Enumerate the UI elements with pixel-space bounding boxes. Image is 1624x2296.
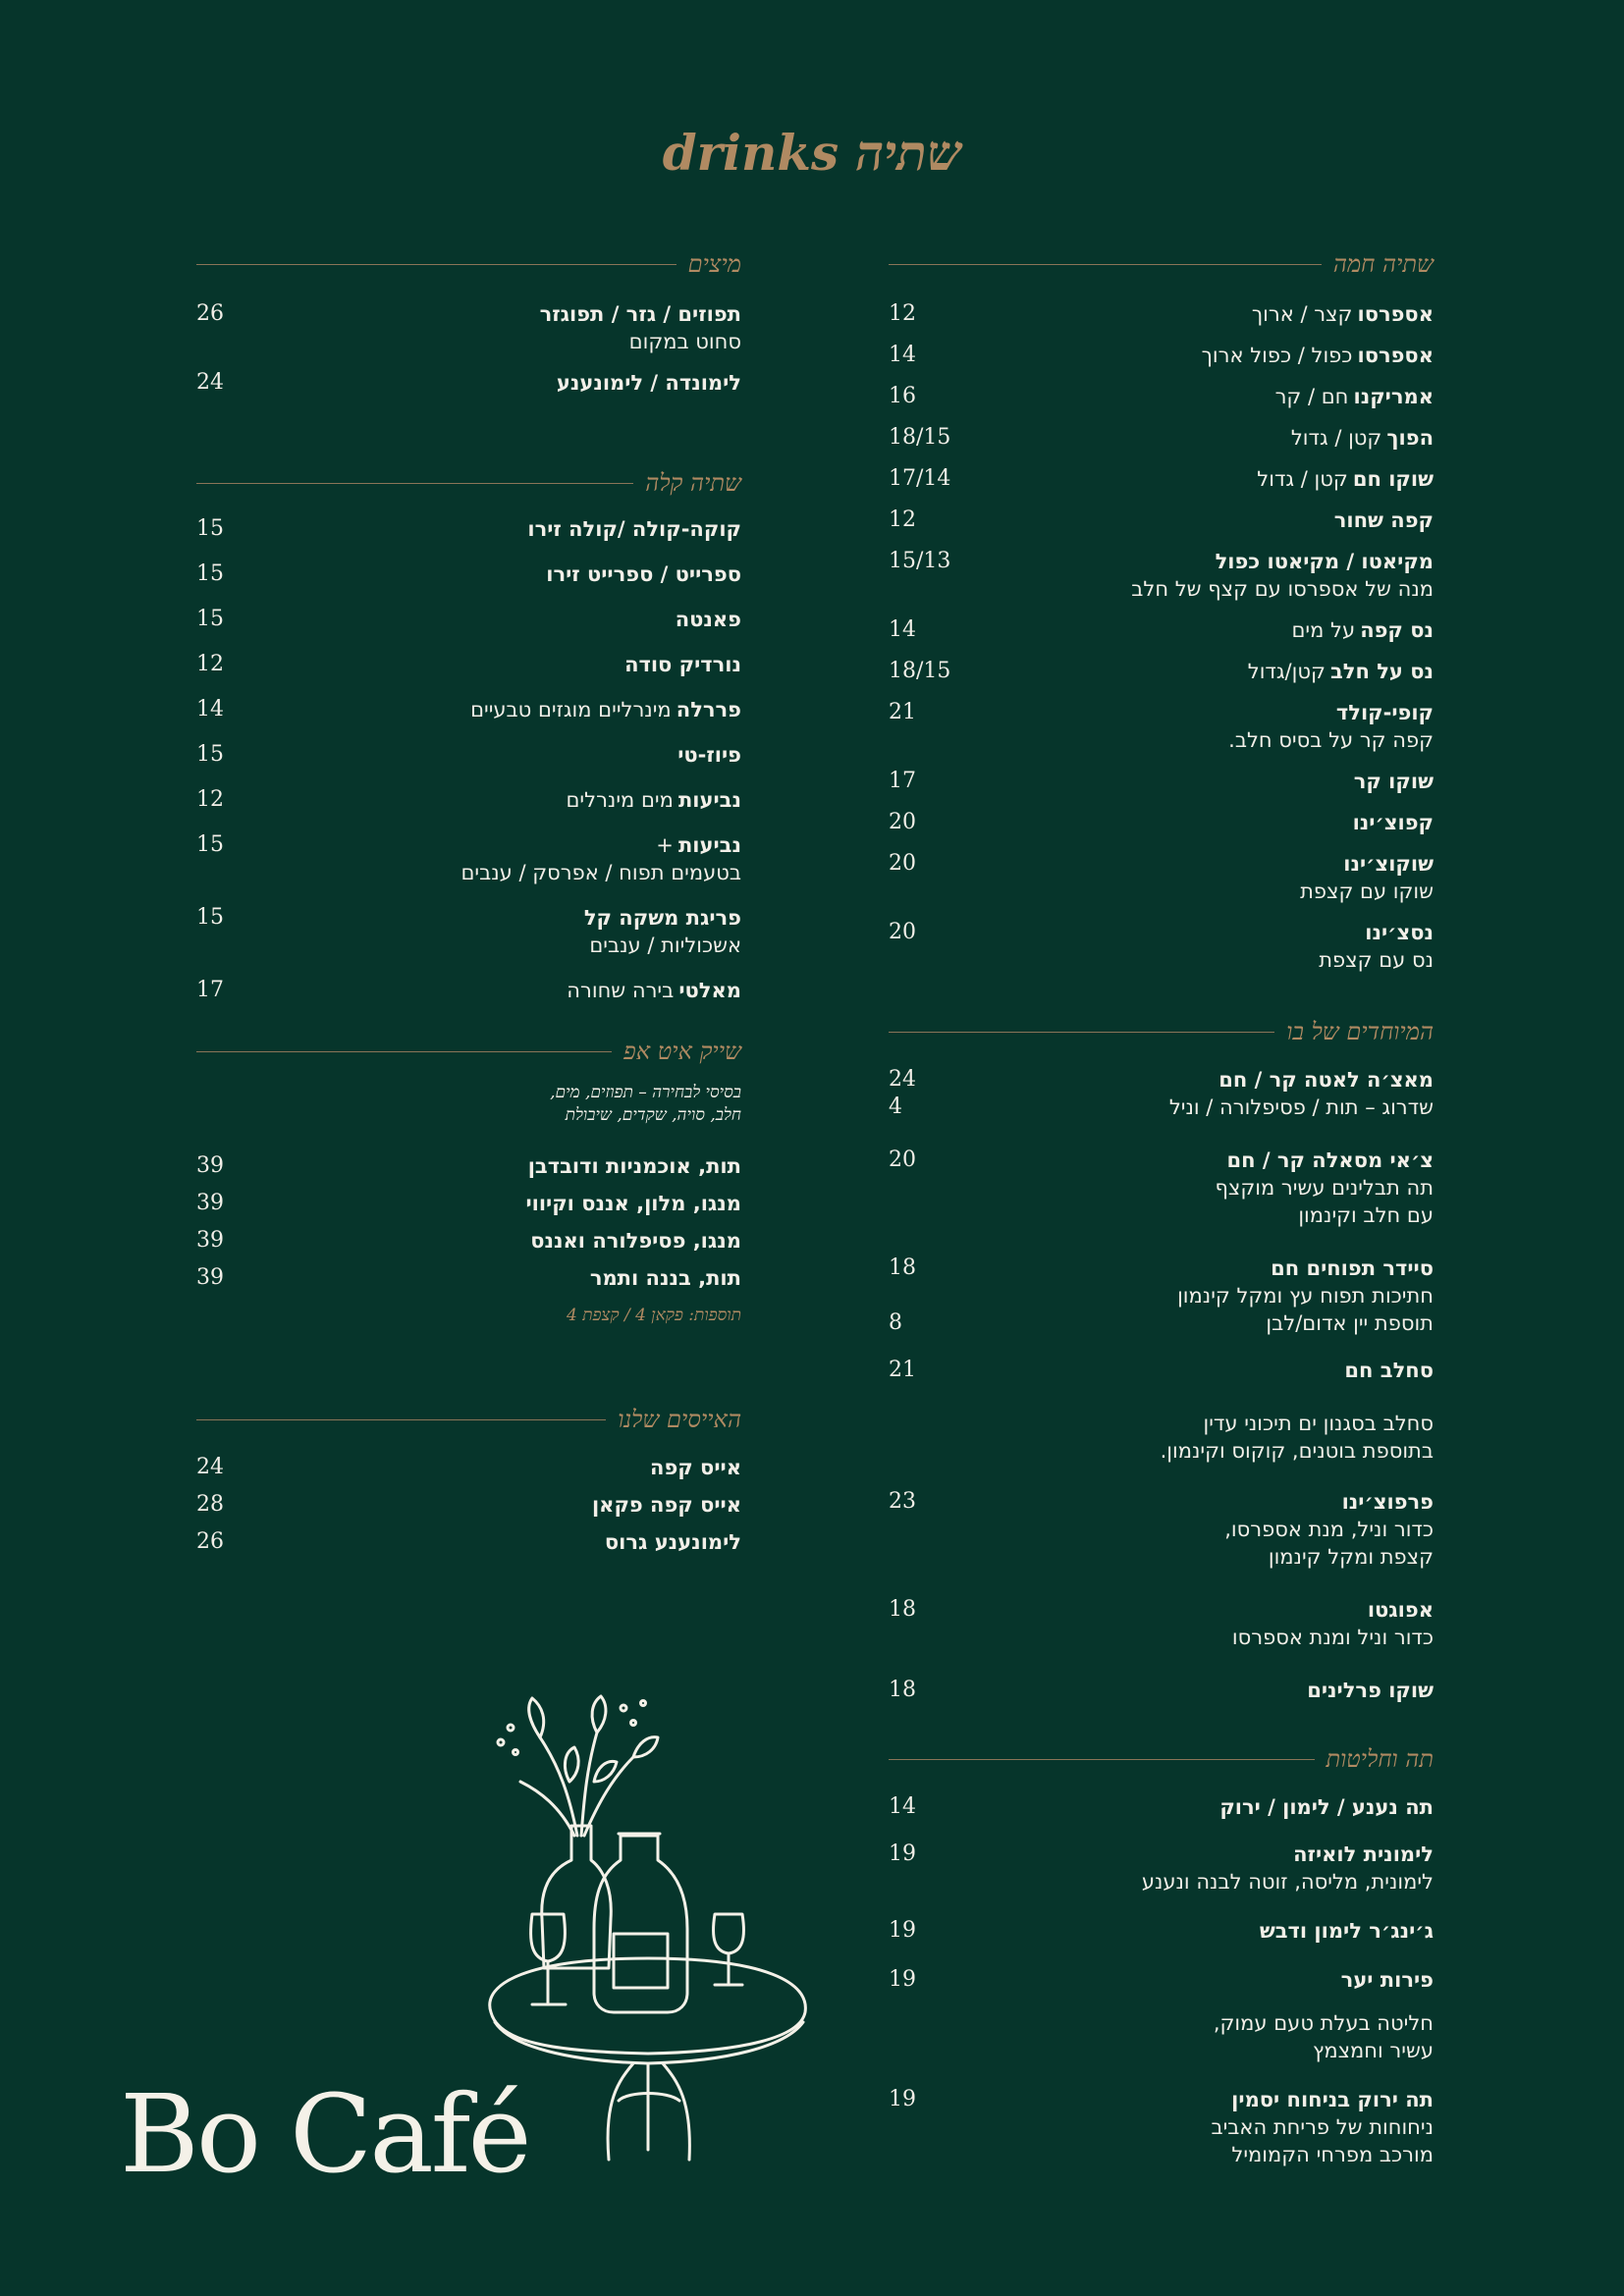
menu-item xyxy=(889,342,1434,369)
item-name: פירות יער xyxy=(1340,1968,1434,1992)
section-header-soft-drinks xyxy=(196,469,741,498)
item-price: 24 xyxy=(889,1067,916,1092)
menu-item xyxy=(196,1190,741,1217)
section-title: האייסים שלנו xyxy=(618,1406,741,1433)
item-detail: קטן / גדול xyxy=(1257,467,1348,491)
item-description-line2: עשיר וחמצמץ xyxy=(1312,2039,1434,2062)
menu-item xyxy=(889,1147,1434,1229)
item-price: 39 xyxy=(196,1191,224,1215)
item-price: 19 xyxy=(889,2087,916,2111)
section-header-iced xyxy=(196,1406,741,1434)
item-name: סיידר תפוחים חם xyxy=(1271,1256,1434,1280)
item-detail: מינרליים מוגזים טבעיים xyxy=(470,698,672,721)
item-name: תות, אוכמניות ודובדבן xyxy=(527,1154,741,1178)
item-detail: מים מינרלים xyxy=(566,788,674,812)
item-detail: קטן / גדול xyxy=(1290,426,1382,450)
right-column xyxy=(889,250,1434,2168)
item-name: קופי-קולד xyxy=(1335,701,1434,724)
menu-item xyxy=(889,1596,1434,1651)
bottle xyxy=(594,1834,687,2012)
item-description-line2: קצפת ומקל קינמון xyxy=(1268,1545,1434,1569)
item-price: 21 xyxy=(889,700,916,724)
menu-item xyxy=(196,300,741,355)
divider xyxy=(196,264,677,265)
wine-glass-left xyxy=(531,1914,566,2004)
item-name: תות, בננה ותמר xyxy=(589,1266,741,1290)
item-description: בטעמים תפוח / אפרסק / ענבים xyxy=(460,861,741,884)
item-name: תה נענע / לימון / ירוק xyxy=(1219,1795,1434,1819)
item-description: כדור וניל ומנת אספרסו xyxy=(1231,1626,1434,1649)
menu-item xyxy=(196,1152,741,1180)
menu-item xyxy=(889,1357,1434,1465)
item-name: לימונית לואיזה xyxy=(1293,1842,1434,1866)
item-name: אספרסו xyxy=(1357,344,1434,367)
menu-item xyxy=(196,831,741,886)
item-price: 26 xyxy=(196,1529,224,1554)
item-detail: בירה שחורה xyxy=(567,979,675,1002)
item-price: 16 xyxy=(889,384,916,408)
item-name: פיוז-טי xyxy=(677,743,741,767)
item-name: לימונענע גרוס xyxy=(604,1530,741,1554)
item-name: שוקוצ׳ינו xyxy=(1343,852,1434,876)
section-title: שייק איט אפ xyxy=(623,1038,741,1065)
item-price: 17/14 xyxy=(889,466,951,491)
item-description: כדור וניל, מנת אספרסו, xyxy=(1224,1518,1434,1541)
item-price: 15/13 xyxy=(889,549,951,573)
shake-bases-note-line1: בסיסי לבחירה – תפוזים, מים, xyxy=(550,1083,741,1102)
item-price: 20 xyxy=(889,810,916,834)
item-price: 17 xyxy=(196,978,224,1002)
item-detail: כפול / כפול ארוך xyxy=(1201,344,1353,367)
item-price: 12 xyxy=(196,787,224,812)
item-name: מקיאטו / מקיאטו כפול xyxy=(1215,550,1434,573)
item-price: 23 xyxy=(889,1489,916,1514)
item-price: 15 xyxy=(196,516,224,541)
item-description-line2: מורכב מפרחי הקמומיל xyxy=(1231,2143,1434,2166)
item-name: לימונדה / לימונענע xyxy=(556,371,741,395)
menu-item xyxy=(889,768,1434,795)
item-price: 15 xyxy=(196,832,224,857)
item-detail: על מים xyxy=(1291,618,1356,642)
item-name: סחלב חם xyxy=(1344,1359,1434,1382)
menu-item xyxy=(889,809,1434,836)
section-title: מיצים xyxy=(687,250,741,278)
section-title: שתיה חמה xyxy=(1332,250,1434,278)
menu-item xyxy=(889,1677,1434,1704)
item-price: 28 xyxy=(196,1492,224,1517)
item-price: 21 xyxy=(889,1358,916,1382)
item-name: מנגו, פסיפלורה ואננס xyxy=(530,1229,741,1253)
menu-item xyxy=(889,1066,1434,1121)
section-header-hot-drinks xyxy=(889,250,1434,279)
item-name: שוקו חם xyxy=(1352,467,1434,491)
item-price: 14 xyxy=(196,697,224,721)
item-name: אפוגטו xyxy=(1367,1598,1434,1622)
section-title: שתיה קלה xyxy=(645,469,741,497)
item-addon-price: 8 xyxy=(889,1310,902,1335)
menu-item xyxy=(196,651,741,678)
item-description: תה תבלינים עשיר מוקצף xyxy=(1215,1176,1434,1200)
item-name: הפוך xyxy=(1386,426,1434,450)
item-detail: + xyxy=(656,833,674,857)
menu-item xyxy=(196,696,741,723)
menu-item xyxy=(889,300,1434,328)
item-price: 17 xyxy=(889,769,916,793)
item-name: תפוזים / גזר / תפוגזר xyxy=(539,302,741,326)
menu-item xyxy=(889,2086,1434,2168)
item-detail: קצר / ארוך xyxy=(1251,302,1353,326)
section-header-shakes xyxy=(196,1038,741,1066)
item-name: מאצ׳ה לאטה קר / חם xyxy=(1218,1068,1434,1092)
item-name: נביעות xyxy=(677,833,741,857)
item-name: פאנטה xyxy=(675,608,741,631)
item-price: 14 xyxy=(889,343,916,367)
item-price: 26 xyxy=(196,301,224,326)
item-name: אייס קפה פקאן xyxy=(591,1493,741,1517)
item-name: תה ירוק בניחוח יסמין xyxy=(1231,2088,1434,2111)
item-price: 19 xyxy=(889,1967,916,1992)
item-description: סחוט במקום xyxy=(628,330,741,353)
item-name: פריגת משקה קל xyxy=(583,906,741,930)
item-description: לימונית, מליסה, זוטה לבנה ונענע xyxy=(1141,1870,1434,1894)
menu-item xyxy=(889,616,1434,644)
item-price: 24 xyxy=(196,1455,224,1479)
menu-item xyxy=(889,1255,1434,1337)
divider xyxy=(196,1419,606,1420)
item-price: 18/15 xyxy=(889,425,951,450)
menu-item xyxy=(889,424,1434,452)
item-name: קפה שחור xyxy=(1333,508,1434,532)
menu-item xyxy=(196,1227,741,1255)
menu-item xyxy=(196,369,741,397)
menu-item xyxy=(196,515,741,543)
menu-item xyxy=(196,1454,741,1481)
item-price: 20 xyxy=(889,1148,916,1172)
item-name: נורדיק סודה xyxy=(624,653,741,676)
item-description: אשכוליות / ענבים xyxy=(589,934,741,957)
divider xyxy=(889,1759,1315,1760)
section-title: תה וחליטות xyxy=(1326,1745,1434,1773)
menu-item xyxy=(196,1264,741,1292)
divider xyxy=(196,483,633,484)
vase xyxy=(542,1826,612,1968)
item-name: אספרסו xyxy=(1357,302,1434,326)
menu-item xyxy=(889,465,1434,493)
menu-item xyxy=(889,1917,1434,1945)
menu-item xyxy=(196,786,741,814)
item-name: אמריקנו xyxy=(1353,385,1434,408)
left-column xyxy=(196,250,741,1556)
item-price: 39 xyxy=(196,1228,224,1253)
item-detail: קטן/גדול xyxy=(1247,660,1326,683)
menu-item xyxy=(196,1528,741,1556)
item-name: צ׳אי מסאלה קר / חם xyxy=(1226,1148,1434,1172)
item-price: 18 xyxy=(889,1678,916,1702)
item-price: 12 xyxy=(196,652,224,676)
menu-item xyxy=(889,919,1434,974)
shake-bases-note-line2: חלב, סויה, שקדים, שיבולת xyxy=(565,1105,741,1125)
menu-item xyxy=(889,658,1434,685)
item-name: פרפוצ׳ינו xyxy=(1341,1490,1434,1514)
item-price: 20 xyxy=(889,851,916,876)
item-name: נסצ׳ינו xyxy=(1365,921,1434,944)
item-price: 19 xyxy=(889,1842,916,1866)
item-price: 14 xyxy=(889,1794,916,1819)
item-name: שוקו קר xyxy=(1353,770,1434,793)
item-price: 12 xyxy=(889,301,916,326)
item-name: מנגו, מלון, אננס וקיווי xyxy=(525,1192,741,1215)
section-header-specials xyxy=(889,1018,1434,1046)
section-title: המיוחדים של בו xyxy=(1286,1018,1434,1045)
item-price: 39 xyxy=(196,1153,224,1178)
menu-item xyxy=(196,904,741,959)
item-price: 14 xyxy=(889,617,916,642)
page-title: drinks שתיה xyxy=(662,124,962,182)
item-price: 18/15 xyxy=(889,659,951,683)
menu-item xyxy=(889,1966,1434,2064)
menu-item xyxy=(889,383,1434,410)
item-name: מאלטי xyxy=(678,979,741,1002)
menu-item xyxy=(889,850,1434,905)
divider xyxy=(196,1051,612,1052)
item-description: סחלב בסגנון ים תיכוני עדין xyxy=(1203,1412,1434,1435)
menu-item xyxy=(196,1491,741,1519)
item-price: 19 xyxy=(889,1918,916,1943)
menu-item xyxy=(889,507,1434,534)
menu-item xyxy=(889,1488,1434,1571)
divider xyxy=(889,1032,1274,1033)
menu-item xyxy=(889,699,1434,754)
item-description: קפה קר על בסיס חלב. xyxy=(1228,728,1434,752)
item-description: ניחוחות של פריחת האביב xyxy=(1211,2115,1434,2139)
item-description-line2: עם חלב וקינמון xyxy=(1298,1203,1434,1227)
menu-item xyxy=(196,561,741,588)
item-name: נס קפה xyxy=(1360,618,1434,642)
item-price: 15 xyxy=(196,742,224,767)
item-detail: חם / קר xyxy=(1274,385,1349,408)
item-description: חתיכות תפוח עץ ומקל קינמון xyxy=(1177,1284,1434,1308)
item-name: ג׳ינג׳ר לימון ודבש xyxy=(1259,1919,1434,1943)
item-description: מנה של אספרסו עם קצף של חלב xyxy=(1131,577,1434,601)
item-price: 15 xyxy=(196,561,224,586)
item-description: שוקו עם קצפת xyxy=(1300,880,1434,903)
menu-item xyxy=(196,606,741,633)
item-name: ספרייט / ספרייט זירו xyxy=(546,562,741,586)
item-name: שוקו פרלינים xyxy=(1307,1679,1434,1702)
item-description: נס עם קצפת xyxy=(1319,948,1434,972)
menu-item xyxy=(889,548,1434,603)
item-price: 15 xyxy=(196,607,224,631)
divider xyxy=(889,264,1322,265)
menu-item xyxy=(889,1841,1434,1896)
item-name: נס על חלב xyxy=(1329,660,1434,683)
menu-item xyxy=(196,977,741,1004)
item-price: 15 xyxy=(196,905,224,930)
item-description-line2: תוספת יין אדום/לבן xyxy=(1266,1311,1434,1335)
item-name: קוקה-קולה /קולה זירו xyxy=(527,517,741,541)
section-header-juices xyxy=(196,250,741,279)
item-price: 18 xyxy=(889,1255,916,1280)
item-name: קפוצ׳ינו xyxy=(1352,811,1434,834)
item-price: 18 xyxy=(889,1597,916,1622)
item-price: 39 xyxy=(196,1265,224,1290)
item-name: נביעות xyxy=(677,788,741,812)
item-description-line2: בתוספת בוטנים, קוקוס וקינמון. xyxy=(1160,1439,1434,1463)
item-upgrade-price: 4 xyxy=(889,1095,902,1119)
item-price: 12 xyxy=(889,507,916,532)
item-price: 20 xyxy=(889,920,916,944)
item-price: 24 xyxy=(196,370,224,395)
brand-logo: Bo Café xyxy=(120,2071,529,2197)
section-header-tea xyxy=(889,1745,1434,1774)
wine-glass-right xyxy=(714,1914,744,1985)
item-name: אייס קפה xyxy=(650,1456,741,1479)
menu-item xyxy=(196,741,741,769)
menu-item xyxy=(889,1793,1434,1821)
item-description: שדרוג – תות / פסיפלורה / וניל xyxy=(1168,1095,1434,1119)
item-name: פררלה xyxy=(676,698,741,721)
item-description: חליטה בעלת טעם עמוק, xyxy=(1213,2011,1434,2035)
flower-bouquet xyxy=(498,1696,658,1836)
shake-addons-note: תוספות: פקאן 4 / קצפת 4 xyxy=(567,1306,741,1325)
